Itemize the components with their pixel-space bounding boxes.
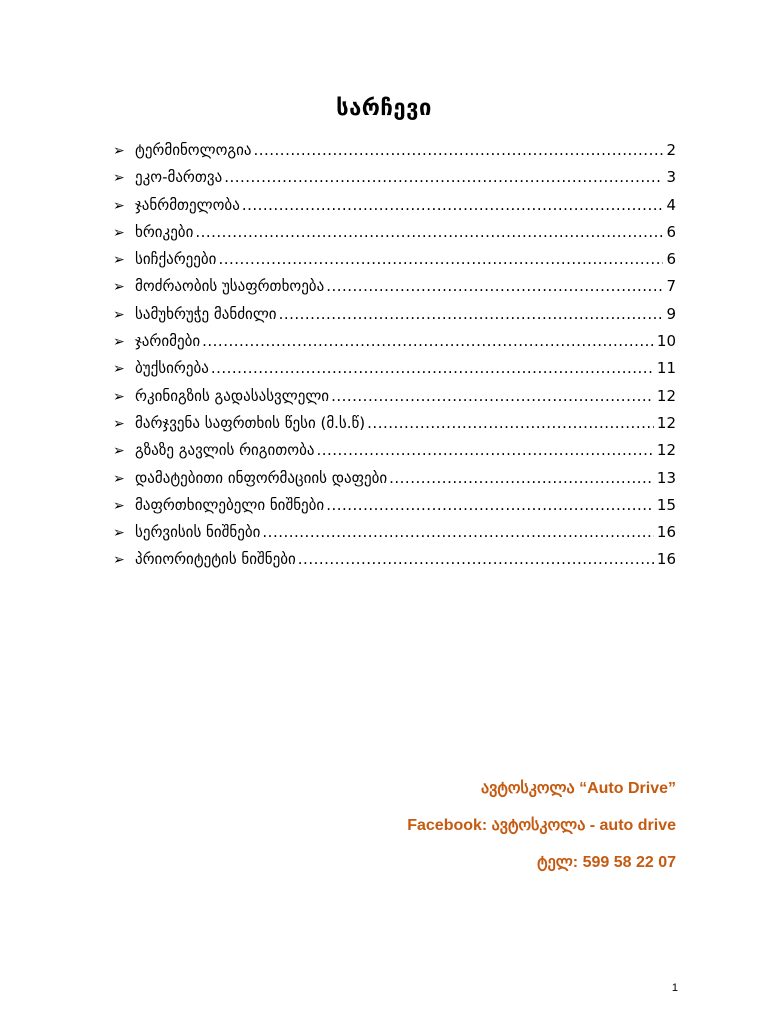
toc-page-number: 12 bbox=[656, 413, 676, 432]
arrow-bullet-icon: ➢ bbox=[113, 197, 125, 214]
toc-page-number: 13 bbox=[656, 468, 676, 487]
facebook-contact: Facebook: ავტოსკოლა - auto drive bbox=[407, 817, 676, 834]
arrow-bullet-icon: ➢ bbox=[113, 525, 125, 542]
toc-entry-title: ჯანრმთელობა bbox=[135, 195, 240, 214]
arrow-bullet-icon: ➢ bbox=[113, 497, 125, 514]
toc-entry-title: ბუქსირება bbox=[135, 359, 209, 378]
dot-leader bbox=[195, 223, 663, 241]
toc-entry[interactable] bbox=[113, 141, 676, 168]
toc-entry[interactable] bbox=[113, 305, 676, 332]
dot-leader bbox=[202, 332, 654, 350]
arrow-bullet-icon: ➢ bbox=[113, 224, 125, 241]
dot-leader bbox=[224, 168, 663, 186]
toc-entry[interactable] bbox=[113, 196, 676, 223]
page-number: 1 bbox=[671, 982, 678, 994]
toc-entry-title: მოძრაობის უსაფრთხოება bbox=[135, 277, 325, 296]
toc-page-number: 6 bbox=[666, 250, 676, 269]
toc-entry[interactable] bbox=[113, 168, 676, 195]
dot-leader bbox=[253, 141, 663, 159]
arrow-bullet-icon: ➢ bbox=[113, 361, 125, 378]
toc-page-number: 2 bbox=[666, 141, 676, 159]
dot-leader bbox=[316, 441, 653, 459]
table-of-contents bbox=[113, 141, 676, 578]
toc-entry[interactable] bbox=[113, 387, 676, 414]
dot-leader bbox=[211, 359, 654, 377]
toc-entry-title: მაფრთხილებელი ნიშნები bbox=[135, 495, 325, 514]
arrow-bullet-icon: ➢ bbox=[113, 415, 125, 432]
page-title: სარჩევი bbox=[336, 96, 432, 121]
toc-entry[interactable] bbox=[113, 250, 676, 277]
dot-leader bbox=[262, 523, 654, 541]
dot-leader bbox=[218, 250, 663, 268]
phone-contact: ტელ: 599 58 22 07 bbox=[537, 854, 676, 871]
toc-entry-title: მარჯვენა საფრთხის წესი (მ.ს.წ) bbox=[135, 413, 366, 432]
toc-page-number: 10 bbox=[656, 332, 676, 351]
toc-entry[interactable] bbox=[113, 496, 676, 523]
arrow-bullet-icon: ➢ bbox=[113, 552, 125, 569]
arrow-bullet-icon: ➢ bbox=[113, 143, 125, 159]
arrow-bullet-icon: ➢ bbox=[113, 388, 125, 405]
toc-page-number: 12 bbox=[656, 386, 676, 405]
toc-entry-title: ჯარიმები bbox=[135, 332, 201, 351]
toc-entry[interactable] bbox=[113, 441, 676, 468]
toc-page-number: 6 bbox=[666, 222, 676, 241]
toc-entry[interactable] bbox=[113, 550, 676, 577]
toc-entry-title: ეკო-მართვა bbox=[135, 168, 223, 187]
dot-leader bbox=[298, 550, 654, 568]
arrow-bullet-icon: ➢ bbox=[113, 279, 125, 296]
toc-entry-title: გზაზე გავლის რიგითობა bbox=[135, 441, 315, 460]
toc-entry-title: პრიორიტეტის ნიშნები bbox=[135, 550, 296, 569]
toc-page-number: 16 bbox=[656, 523, 676, 542]
toc-entry[interactable] bbox=[113, 223, 676, 250]
driving-school-name: ავტოსკოლა “Auto Drive” bbox=[481, 780, 676, 797]
toc-entry[interactable] bbox=[113, 523, 676, 550]
toc-page-number: 9 bbox=[666, 304, 676, 323]
toc-entry-title: ტერმინოლოგია bbox=[135, 141, 252, 159]
toc-entry-title: სიჩქარეები bbox=[135, 250, 217, 269]
arrow-bullet-icon: ➢ bbox=[113, 443, 125, 460]
toc-entry[interactable] bbox=[113, 332, 676, 359]
toc-entry-title: ხრიკები bbox=[135, 222, 194, 241]
dot-leader bbox=[389, 469, 654, 487]
toc-page-number: 7 bbox=[666, 277, 676, 296]
toc-entry-title: რკინიგზის გადასასვლელი bbox=[135, 386, 330, 405]
arrow-bullet-icon: ➢ bbox=[113, 170, 125, 187]
dot-leader bbox=[326, 277, 663, 295]
toc-page-number: 4 bbox=[666, 195, 676, 214]
toc-page-number: 12 bbox=[656, 441, 676, 460]
dot-leader bbox=[331, 387, 654, 405]
toc-page-number: 3 bbox=[666, 168, 676, 187]
toc-entry-title: სამუხრუჭე მანძილი bbox=[135, 304, 277, 323]
dot-leader bbox=[367, 414, 654, 432]
toc-entry[interactable] bbox=[113, 277, 676, 304]
dot-leader bbox=[279, 305, 664, 323]
toc-entry-title: სერვისის ნიშნები bbox=[135, 523, 261, 542]
toc-entry[interactable] bbox=[113, 414, 676, 441]
dot-leader bbox=[326, 496, 654, 514]
dot-leader bbox=[242, 196, 664, 214]
toc-entry[interactable] bbox=[113, 469, 676, 496]
arrow-bullet-icon: ➢ bbox=[113, 306, 125, 323]
arrow-bullet-icon: ➢ bbox=[113, 334, 125, 351]
arrow-bullet-icon: ➢ bbox=[113, 470, 125, 487]
toc-page-number: 15 bbox=[656, 495, 676, 514]
toc-entry-title: დამატებითი ინფორმაციის დაფები bbox=[135, 468, 388, 487]
toc-entry[interactable] bbox=[113, 359, 676, 386]
toc-page-number: 11 bbox=[656, 359, 676, 378]
arrow-bullet-icon: ➢ bbox=[113, 252, 125, 269]
toc-page-number: 16 bbox=[656, 550, 676, 569]
